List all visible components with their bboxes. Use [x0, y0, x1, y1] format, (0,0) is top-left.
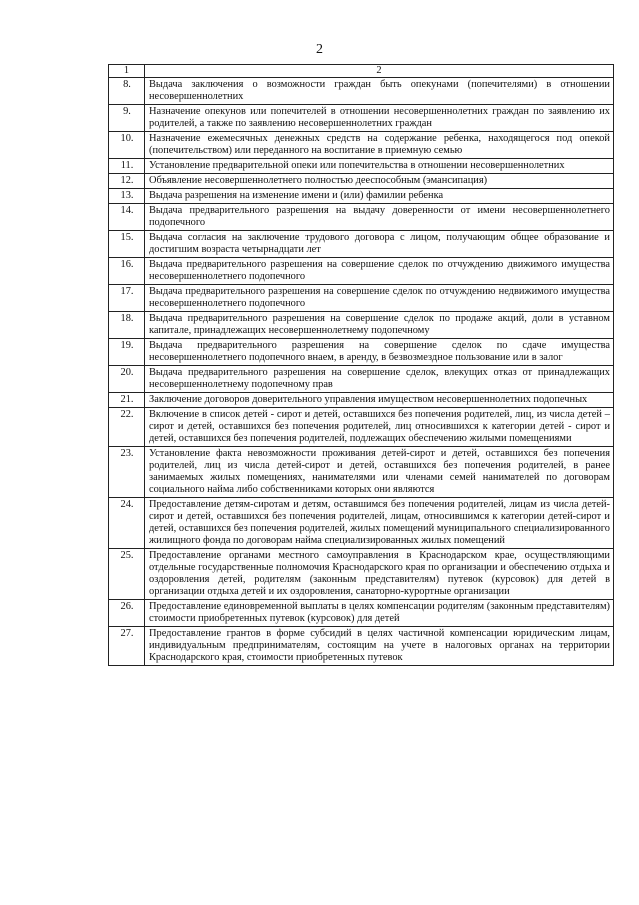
table-row — [109, 393, 614, 408]
row-description: Выдача предварительного разрешения на совершение сделок по отчуждению недвижимого имущества несовершеннолетнего подопечного — [145, 285, 614, 312]
row-number: 8. — [109, 78, 145, 105]
table-header-row — [109, 65, 614, 78]
row-description: Предоставление грантов в форме субсидий в целях частичной компенсации юридическим лицам, индивидуальным предпринимателям, состоящим на учете в налоговых органах на территории Краснодарского края, стоимости приобретенных путевок — [145, 627, 614, 666]
table-row — [109, 105, 614, 132]
row-description: Заключение договоров доверительного управления имуществом несовершеннолетних подопечных — [145, 393, 614, 408]
row-description: Выдача предварительного разрешения на совершение сделок по сдаче имущества несовершеннолетнего подопечного внаем, в аренду, в безвозмездное пользование или в залог — [145, 339, 614, 366]
row-number: 11. — [109, 159, 145, 174]
row-description: Установление предварительной опеки или попечительства в отношении несовершеннолетних — [145, 159, 614, 174]
row-number: 14. — [109, 204, 145, 231]
row-description: Предоставление детям-сиротам и детям, оставшимся без попечения родителей, лицам из числа детей-сирот и детей, оставшихся без попечения родителей, лицам, относившимся к категории детей-сирот и детей, оставшихся без попечения родителей, жилых помещений муниципального специализированного жилищного фонда по договорам найма специализированных жилых помещений — [145, 498, 614, 549]
row-description: Выдача согласия на заключение трудового договора с лицом, получающим общее образование и достигшим возраста четырнадцати лет — [145, 231, 614, 258]
header-description-column: 2 — [145, 65, 614, 78]
row-description: Назначение опекунов или попечителей в отношении несовершеннолетних граждан по заявлению их родителей, а также по заявлению несовершеннолетних граждан — [145, 105, 614, 132]
row-number: 15. — [109, 231, 145, 258]
row-number: 23. — [109, 447, 145, 498]
row-number: 13. — [109, 189, 145, 204]
header-number-column: 1 — [109, 65, 145, 78]
table-row — [109, 174, 614, 189]
row-number: 12. — [109, 174, 145, 189]
row-description: Предоставление органами местного самоуправления в Краснодарском крае, осуществляющими отдельные государственные полномочия Краснодарского края по организации и обеспечению отдыха и оздоровления детей, родителям (законным представителям) путевок (курсовок) для детей в организации отдыха детей и их оздоровления, санаторно-курортные организации — [145, 549, 614, 600]
row-number: 24. — [109, 498, 145, 549]
table-row — [109, 189, 614, 204]
row-number: 18. — [109, 312, 145, 339]
row-description: Предоставление единовременной выплаты в целях компенсации родителям (законным представителям) стоимости приобретенных путевок (курсовок) для детей — [145, 600, 614, 627]
table-row — [109, 600, 614, 627]
row-description: Выдача предварительного разрешения на совершение сделок по продаже акций, доли в уставном капитале, принадлежащих несовершеннолетнему подопечному — [145, 312, 614, 339]
row-description: Выдача предварительного разрешения на выдачу доверенности от имени несовершеннолетнего подопечного — [145, 204, 614, 231]
row-description: Выдача заключения о возможности граждан быть опекунами (попечителями) в отношении несовершеннолетних — [145, 78, 614, 105]
services-table — [108, 64, 614, 666]
row-description: Выдача разрешения на изменение имени и (или) фамилии ребенка — [145, 189, 614, 204]
row-number: 25. — [109, 549, 145, 600]
row-description: Включение в список детей - сирот и детей, оставшихся без попечения родителей, лиц, из числа детей – сирот и детей, оставшихся без попечения родителей, лиц относившихся к категории детей - сирот и детей, оставшихся без попечения родителей, подлежащих обеспечению жилыми помещениями — [145, 408, 614, 447]
row-number: 26. — [109, 600, 145, 627]
table-row — [109, 204, 614, 231]
table-row — [109, 78, 614, 105]
row-number: 16. — [109, 258, 145, 285]
table-row — [109, 447, 614, 498]
row-description: Выдача предварительного разрешения на совершение сделок по отчуждению движимого имущества несовершеннолетнего подопечного — [145, 258, 614, 285]
table-row — [109, 312, 614, 339]
table-row — [109, 498, 614, 549]
table-body — [109, 78, 614, 666]
row-number: 17. — [109, 285, 145, 312]
row-number: 27. — [109, 627, 145, 666]
row-description: Выдача предварительного разрешения на совершение сделок, влекущих отказ от принадлежащих несовершеннолетнему подопечному прав — [145, 366, 614, 393]
table-row — [109, 627, 614, 666]
row-description: Назначение ежемесячных денежных средств на содержание ребенка, находящегося под опекой (попечительством) или переданного на воспитание в приемную семью — [145, 132, 614, 159]
row-number: 10. — [109, 132, 145, 159]
row-description: Объявление несовершеннолетнего полностью дееспособным (эмансипация) — [145, 174, 614, 189]
table-row — [109, 549, 614, 600]
table-row — [109, 231, 614, 258]
row-number: 19. — [109, 339, 145, 366]
table-row — [109, 408, 614, 447]
row-number: 20. — [109, 366, 145, 393]
table-row — [109, 366, 614, 393]
table-row — [109, 258, 614, 285]
table-row — [109, 339, 614, 366]
table-row — [109, 159, 614, 174]
table-row — [109, 285, 614, 312]
row-number: 21. — [109, 393, 145, 408]
row-description: Установление факта невозможности проживания детей-сирот и детей, оставшихся без попечения родителей, лиц из числа детей-сирот и детей, оставшихся без попечения родителей, в ранее занимаемых жилых помещениях, нанимателями или членами семей нанимателей по договорам социального найма либо собственниками которых они являются — [145, 447, 614, 498]
row-number: 9. — [109, 105, 145, 132]
table-row — [109, 132, 614, 159]
row-number: 22. — [109, 408, 145, 447]
page-number: 2 — [316, 42, 323, 57]
